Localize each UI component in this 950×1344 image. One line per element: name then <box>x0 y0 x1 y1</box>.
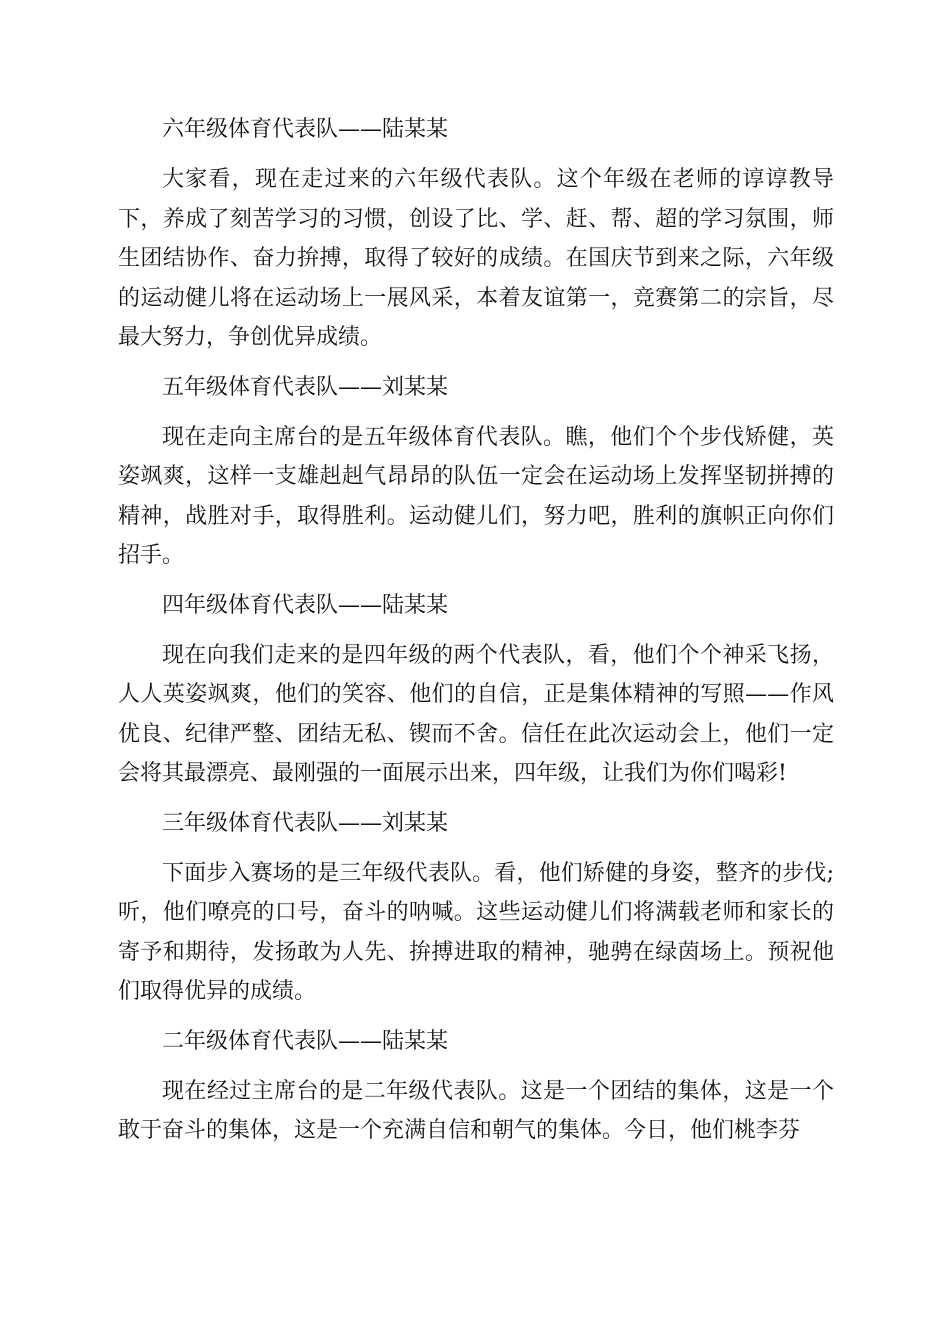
section-paragraph-grade-3: 下面步入赛场的是三年级代表队。看，他们矫健的身姿，整齐的步伐;听，他们嘹亮的口号，奋斗的呐喊。这些运动健儿们将满载老师和家长的寄予和期待，发扬敢为人先、拚搏进取的精神，驰骋在绿茵场上。预祝他们取得优异的成绩。 <box>118 860 834 1004</box>
section-paragraph-grade-2: 现在经过主席台的是二年级代表队。这是一个团结的集体，这是一个敢于奋斗的集体，这是一个充满自信和朝气的集体。今日，他们桃李芬 <box>118 1078 834 1143</box>
section-heading-grade-4: 四年级体育代表队——陆某某 <box>162 592 449 618</box>
document-body <box>118 108 834 1159</box>
section-heading-grade-6: 六年级体育代表队——陆某某 <box>162 117 449 142</box>
section-paragraph-grade-5: 现在走向主席台的是五年级体育代表队。瞧，他们个个步伐矫健，英姿飒爽，这样一支雄赳赳气昂昂的队伍一定会在运动场上发挥坚韧拼搏的精神，战胜对手，取得胜利。运动健儿们，努力吧，胜利的旗帜正向你们招手。 <box>118 424 834 568</box>
section-heading-grade-3: 三年级体育代表队——刘某某 <box>162 810 449 836</box>
section-heading-grade-2: 二年级体育代表队——陆某某 <box>162 1028 449 1054</box>
section-paragraph-grade-4: 现在向我们走来的是四年级的两个代表队，看，他们个个神采飞扬，人人英姿飒爽，他们的笑容、他们的自信，正是集体精神的写照——作风优良、纪律严整、团结无私、锲而不舍。信任在此次运动会上，他们一定会将其最漂亮、最刚强的一面展示出来，四年级，让我们为你们喝彩! <box>118 642 834 786</box>
section-heading-grade-5: 五年级体育代表队——刘某某 <box>162 374 449 400</box>
section-paragraph-grade-6: 大家看，现在走过来的六年级代表队。这个年级在老师的谆谆教导下，养成了刻苦学习的习惯，创设了比、学、赶、帮、超的学习氛围，师生团结协作、奋力拚搏，取得了较好的成绩。在国庆节到来之际，六年级的运动健儿将在运动场上一展风采，本着友谊第一，竞赛第二的宗旨，尽最大努力，争创优异成绩。 <box>118 167 834 350</box>
